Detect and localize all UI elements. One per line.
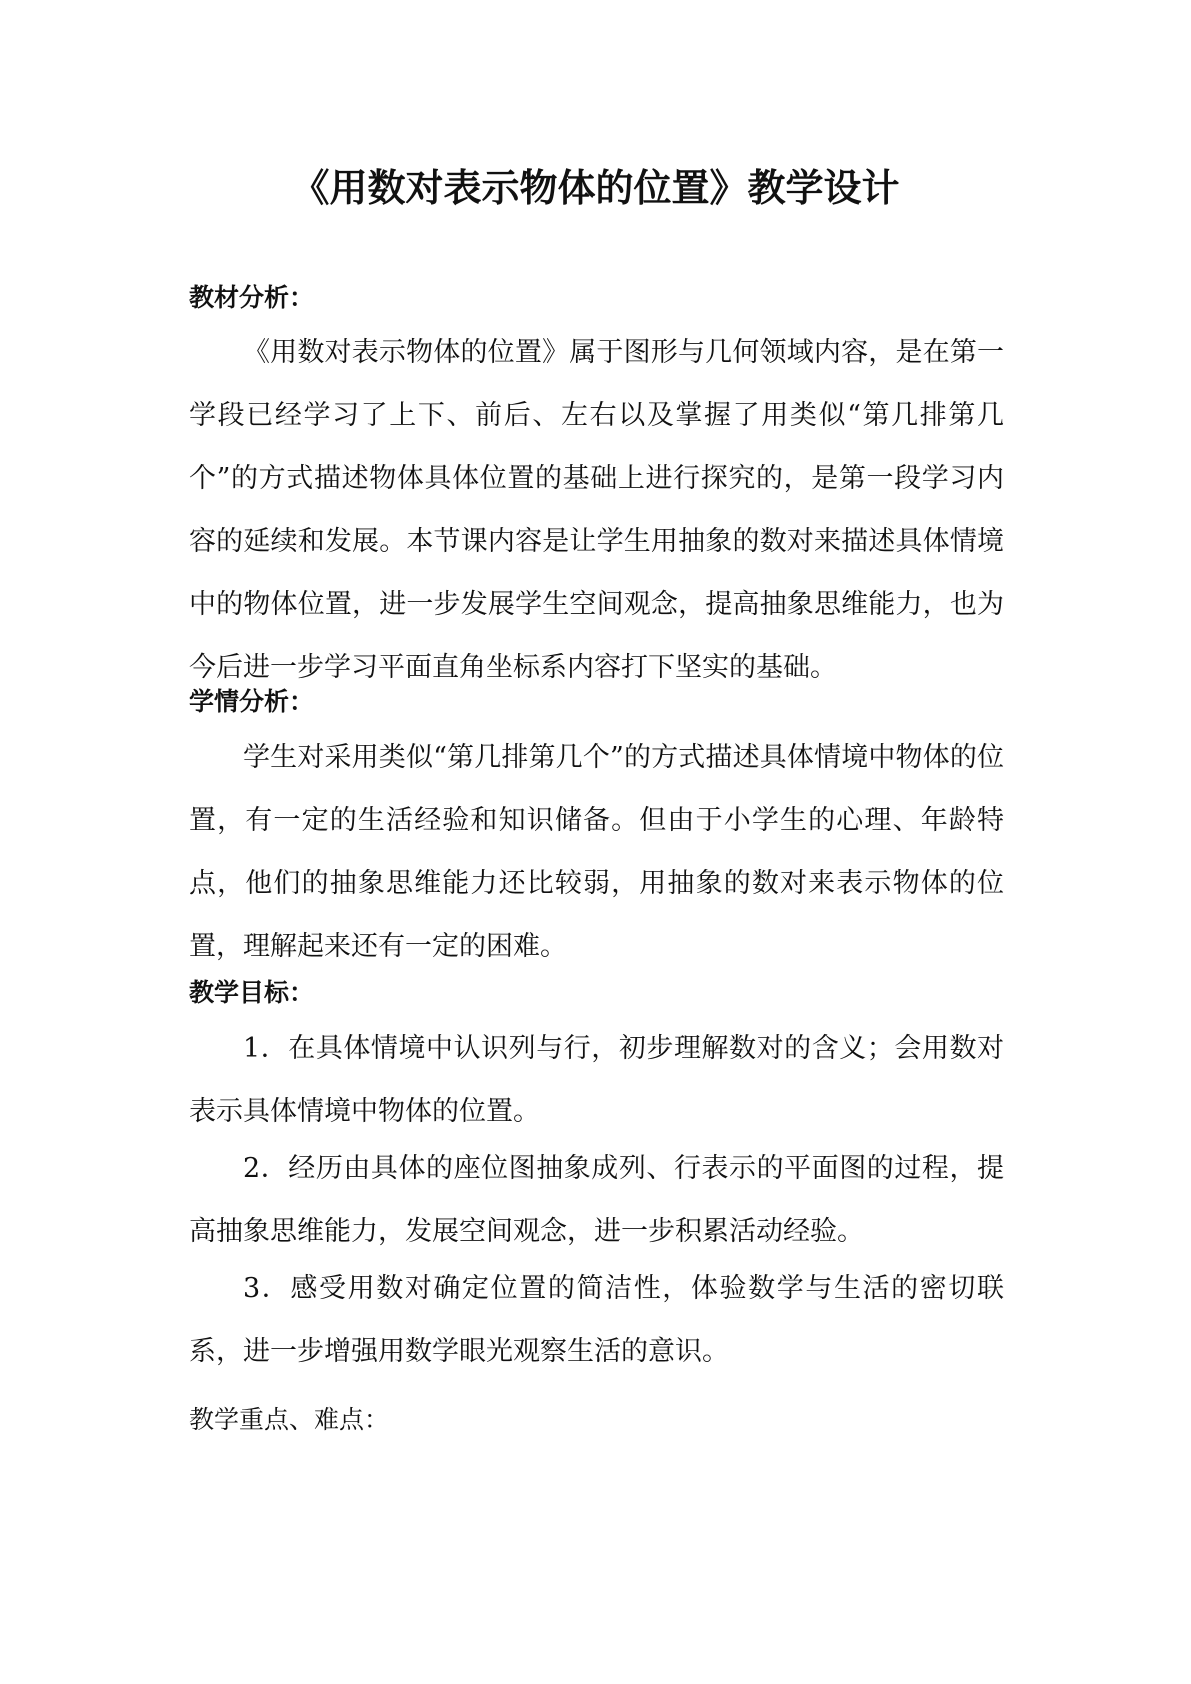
section-heading-key-points: 教学重点、难点： [189, 1405, 390, 1434]
page-title: 《用数对表示物体的位置》教学设计 [291, 166, 900, 210]
paragraph-student-analysis: 学生对采用类似“第几排第几个”的方式描述具体情境中物体的位置，有一定的生活经验和知识储备。但由于小学生的心理、年龄特点，他们的抽象思维能力还比较弱，用抽象的数对来表示物体的位置，理解起来还有一定的困难。 [189, 742, 1004, 962]
section-heading-teaching-goals: 教学目标： [189, 978, 315, 1007]
paragraph-textbook-analysis: 《用数对表示物体的位置》属于图形与几何领域内容，是在第一学段已经学习了上下、前后、左右以及掌握了用类似“第几排第几个”的方式描述物体具体位置的基础上进行探究的，是第一段学习内容的延续和发展。本节课内容是让学生用抽象的数对来描述具体情境中的物体位置，进一步发展学生空间观念，提高抽象思维能力，也为今后进一步学习平面直角坐标系内容打下坚实的基础。 [189, 337, 1004, 683]
paragraph-goal-3: 3．感受用数对确定位置的简洁性，体验数学与生活的密切联系，进一步增强用数学眼光观察生活的意识。 [189, 1273, 1004, 1367]
paragraph-goal-2: 2．经历由具体的座位图抽象成列、行表示的平面图的过程，提高抽象思维能力，发展空间观念，进一步积累活动经验。 [189, 1153, 1004, 1247]
section-heading-textbook-analysis: 教材分析： [189, 283, 315, 312]
section-heading-student-analysis: 学情分析： [189, 687, 315, 716]
paragraph-goal-1: 1．在具体情境中认识列与行，初步理解数对的含义；会用数对表示具体情境中物体的位置。 [189, 1033, 1004, 1127]
